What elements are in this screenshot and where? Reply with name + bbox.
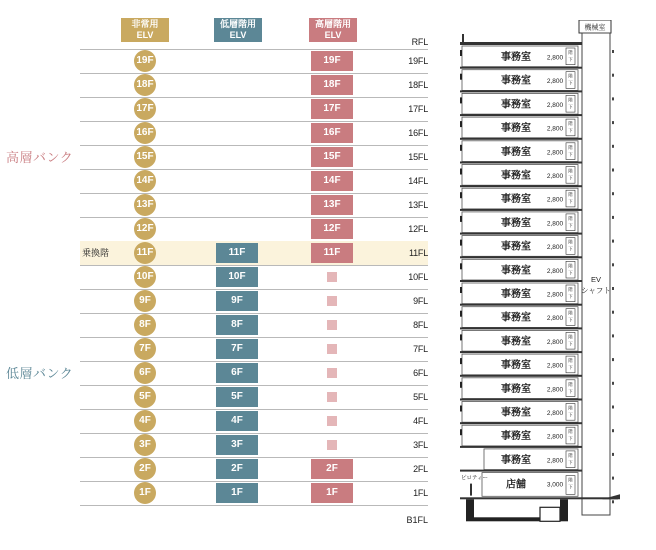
office-label: 事務室 [501,170,531,182]
high-elv-stop-badge: 19F [311,51,353,71]
floor-row [80,217,428,242]
stair-bottom-label: 下 [568,57,573,62]
balcony-mark [460,287,462,293]
office-height-label: 2,800 [546,362,564,370]
floor-row [80,73,428,98]
stair-top-label: 階 [568,97,573,103]
office-height-label: 2,800 [546,386,564,394]
shaft-tick [612,263,614,266]
balcony-mark [460,334,462,340]
office-label: 事務室 [501,99,531,111]
shaft-tick [612,382,614,385]
floor-slab [460,351,582,353]
office-label: 事務室 [501,241,531,253]
emergency-stop-badge: 15F [134,146,156,168]
shaft-tick [612,216,614,219]
ev-shaft-label-line1: EV [590,275,602,284]
stair-bottom-label: 下 [568,199,573,205]
stair-bottom-label: 下 [568,459,573,465]
stair-bottom-label: 下 [568,222,573,228]
stair-top-label: 階 [568,405,573,411]
floor-row [80,433,428,458]
office-height-label: 2,800 [546,54,564,62]
high-elv-no-stop-marker [327,272,337,282]
header-high-line1: 高層階用 [314,19,351,29]
floor-level-label: 7FL [413,344,428,354]
office-height-label: 2,800 [546,173,564,180]
floor-row [80,289,428,314]
floor-level-label: 15FL [408,152,428,162]
shaft-tick [612,145,614,148]
emergency-stop-badge: 6F [134,362,156,384]
header-high-line2: ELV [324,30,342,40]
emergency-stop-badge: 3F [134,434,156,456]
office-label: 事務室 [501,336,531,348]
floor-level-label: 14FL [408,176,428,186]
stair-top-label: 階 [568,239,573,245]
floor-slab [460,114,582,116]
stair-bottom-label: 下 [568,341,573,347]
stair-bottom-label: 下 [568,365,573,371]
balcony-mark [460,216,462,222]
floor-row [80,193,428,218]
foundation-base [474,517,540,521]
office-label: 事務室 [501,123,531,135]
high-elv-stop-badge: 11F [311,243,353,263]
office-label: 事務室 [501,146,531,158]
high-elv-no-stop-marker [327,392,337,402]
floor-slab [460,67,582,69]
stair-top-label: 階 [568,452,573,458]
stair-top-label: 階 [568,192,573,198]
balcony-mark [460,240,462,246]
low-elv-stop-badge: 4F [216,411,258,431]
floor-level-label: 6FL [413,368,428,378]
high-elv-no-stop-marker [327,440,337,450]
floor-row [80,145,428,170]
floor-level-label: 17FL [408,104,428,114]
office-height-label: 2,800 [546,101,564,109]
foundation-pit [540,507,560,521]
emergency-stop-badge: 1F [134,482,156,504]
floor-slab [460,90,582,92]
floor-slab [460,422,582,424]
office-height-label: 2,800 [546,457,564,465]
low-elv-stop-badge: 11F [216,243,258,263]
stair-top-label: 階 [568,334,573,340]
transfer-floor-label: 乗換階 [82,248,110,258]
stair-top-label: 階 [568,144,573,150]
emergency-stop-badge: 18F [134,74,156,96]
emergency-stop-badge: 2F [134,458,156,480]
high-elv-no-stop-marker [327,416,337,426]
floor-row [80,313,428,338]
low-elv-stop-badge: 9F [216,291,258,311]
office-height-label: 2,800 [546,291,564,299]
emergency-stop-badge: 16F [134,122,156,144]
stair-top-label: 階 [568,381,573,387]
floor-slab [460,209,582,211]
roof-floor-row [80,29,428,50]
balcony-mark [460,406,462,412]
shaft-tick [612,74,614,77]
balcony-mark [460,50,462,56]
stair-bottom-label: 下 [568,151,573,157]
floor-slab [460,162,582,164]
low-elv-stop-badge: 1F [216,483,258,503]
stair-bottom-label: 下 [568,270,573,276]
office-label: 事務室 [501,312,531,324]
stair-top-label: 階 [568,287,573,292]
balcony-mark [460,429,462,435]
balcony-mark [460,121,462,127]
shaft-tick [612,240,614,243]
high-bank-label: 高層バンク [6,150,74,165]
floor-level-label: 19FL [408,56,428,66]
office-height-label: 2,800 [546,196,564,204]
shaft-tick [612,121,614,124]
floor-slab [460,399,582,401]
basement-floor-label: B1FL [406,515,428,525]
floor-slab [460,280,582,282]
shaft-tick [612,406,614,409]
stair-top-label: 階 [568,50,573,55]
stair-bottom-label: 下 [568,294,573,299]
balcony-mark [460,382,462,388]
stair-bottom-label: 下 [568,388,573,394]
office-height-label: 2,800 [546,410,564,417]
office-label: 事務室 [501,383,531,395]
foundation-left [466,499,474,521]
office-label: 事務室 [501,265,531,277]
floor-level-label: 11FL [408,248,428,258]
balcony-mark [460,358,462,364]
floor-row [80,169,428,194]
shop-height-label: 3,000 [546,481,564,489]
office-height-label: 2,800 [546,220,564,228]
floor-row [80,265,428,290]
low-elv-stop-badge: 10F [216,267,258,287]
floor-level-label: 18FL [408,80,428,90]
shaft-tick [612,311,614,314]
shaft-tick [612,287,614,290]
high-elv-stop-badge: 15F [311,147,353,167]
high-elv-no-stop-marker [327,368,337,378]
emergency-stop-badge: 17F [134,98,156,120]
stair-top-label: 階 [568,215,573,221]
floor-slab [460,304,582,306]
header-low-line1: 低層階用 [219,19,256,29]
foundation-right [560,499,568,521]
floor-slab [460,327,582,329]
floor-row [80,385,428,410]
floor-slab [460,185,582,187]
floor-row [80,481,428,506]
low-elv-stop-badge: 2F [216,459,258,479]
floor-row [80,121,428,146]
office-height-label: 2,800 [546,267,564,275]
stair-top-label: 階 [568,168,573,174]
pilotis-column [470,484,472,496]
shaft-tick [612,169,614,172]
high-elv-stop-badge: 14F [311,171,353,191]
floor-row [80,49,428,74]
stair-bottom-label: 下 [568,317,573,323]
high-elv-stop-badge: 18F [311,75,353,95]
stair-bottom-label: 下 [568,80,573,86]
header-low-line2: ELV [229,30,247,40]
emergency-stop-badge: 12F [134,218,156,240]
high-elv-stop-badge: 16F [311,123,353,143]
floor-level-label: 9FL [413,296,428,306]
shaft-tick [612,50,614,53]
emergency-stop-badge: 4F [134,410,156,432]
office-height-label: 2,800 [546,125,564,133]
stair-bottom-label: 下 [568,128,573,134]
floor-slab [460,138,582,140]
office-height-label: 2,800 [546,433,564,441]
emergency-stop-badge: 19F [134,50,156,72]
office-label: 事務室 [501,431,531,443]
floor-level-label: 13FL [408,200,428,210]
roof-slab [460,42,582,45]
low-elv-stop-badge: 5F [216,387,258,407]
office-label: 事務室 [501,289,531,300]
low-elv-stop-badge: 7F [216,339,258,359]
shaft-tick [612,334,614,337]
office-label: 事務室 [501,52,531,63]
low-elv-stop-badge: 6F [216,363,258,383]
shop-floor-box [482,473,578,497]
floor-row [80,337,428,362]
floor-row [80,409,428,434]
stair-bottom-label: 下 [568,246,573,252]
stair-top-label: 階 [568,310,573,316]
stair-bottom-label: 下 [568,484,573,490]
floor-row [80,361,428,386]
roof-floor-label: RFL [411,37,428,47]
emergency-stop-badge: 5F [134,386,156,408]
shaft-tick [612,358,614,361]
shop-label: 店舗 [506,479,526,491]
stair-top-label: 階 [568,429,573,435]
stair-top-label: 階 [568,263,573,269]
stair-bottom-label: 下 [568,104,573,110]
stair-bottom-label: 下 [568,412,573,418]
emergency-stop-badge: 9F [134,290,156,312]
ev-shaft-outline [582,33,610,515]
emergency-stop-badge: 13F [134,194,156,216]
balcony-mark [460,145,462,151]
office-height-label: 2,800 [546,338,564,346]
high-elv-no-stop-marker [327,344,337,354]
building-section [460,20,640,540]
balcony-mark [460,311,462,317]
floor-level-label: 12FL [408,224,428,234]
floor-level-label: 10FL [408,272,428,282]
ev-shaft-label-line2: シャフト [581,286,611,295]
stair-bottom-label: 下 [568,175,573,181]
high-elv-no-stop-marker [327,296,337,306]
floor-slab [460,470,582,472]
header-emergency-line2: ELV [136,30,154,40]
machine-room-label: 機械室 [584,24,606,32]
office-height-label: 2,800 [546,149,564,157]
stair-bottom-label: 下 [568,436,573,442]
header-emergency-line1: 非常用 [131,19,159,29]
shaft-tick [612,97,614,100]
floor-level-label: 1FL [413,488,428,498]
floor-level-label: 16FL [408,128,428,138]
ground-slope [602,494,620,499]
stair-top-label: 階 [568,477,573,483]
low-bank-label: 低層バンク [6,366,74,381]
balcony-mark [460,74,462,80]
ground-slab [460,497,618,499]
high-elv-no-stop-marker [327,320,337,330]
parapet-left [462,34,464,43]
shaft-tick [612,192,614,195]
floor-level-label: 2FL [413,464,428,474]
office-floor-box [484,449,578,470]
floor-slab [460,375,582,377]
floor-row [80,97,428,122]
office-height-label: 2,800 [546,244,564,252]
low-elv-stop-badge: 3F [216,435,258,455]
office-label: 事務室 [501,407,531,419]
office-label: 事務室 [501,454,531,466]
floor-slab [460,256,582,258]
emergency-stop-badge: 10F [134,266,156,288]
high-elv-stop-badge: 1F [311,483,353,503]
floor-slab [460,446,582,448]
office-label: 事務室 [501,194,531,206]
floor-level-label: 3FL [413,440,428,450]
office-height-label: 2,800 [546,315,564,323]
stair-top-label: 階 [568,358,573,364]
high-elv-stop-badge: 17F [311,99,353,119]
high-elv-stop-badge: 12F [311,219,353,239]
high-elv-stop-badge: 13F [311,195,353,215]
floor-level-label: 8FL [413,320,428,330]
office-label: 事務室 [501,75,531,87]
stair-top-label: 階 [568,121,573,127]
shaft-tick [612,477,614,480]
floor-row [80,241,428,266]
floor-level-label: 5FL [413,392,428,402]
high-elv-stop-badge: 2F [311,459,353,479]
emergency-stop-badge: 11F [134,242,156,264]
emergency-stop-badge: 8F [134,314,156,336]
office-label: 事務室 [501,217,531,229]
low-elv-stop-badge: 8F [216,315,258,335]
floor-slab [460,233,582,235]
balcony-mark [460,263,462,269]
balcony-mark [460,97,462,103]
shaft-tick [612,453,614,456]
shaft-tick [612,500,614,503]
stair-top-label: 階 [568,73,573,79]
office-label: 事務室 [501,360,531,372]
emergency-stop-badge: 14F [134,170,156,192]
balcony-mark [460,169,462,175]
floor-level-label: 4FL [413,416,428,426]
pilotis-label: ピロティー [461,475,489,482]
floor-row [80,457,428,482]
emergency-stop-badge: 7F [134,338,156,360]
shaft-tick [612,429,614,432]
office-height-label: 2,800 [546,78,564,86]
balcony-mark [460,192,462,198]
